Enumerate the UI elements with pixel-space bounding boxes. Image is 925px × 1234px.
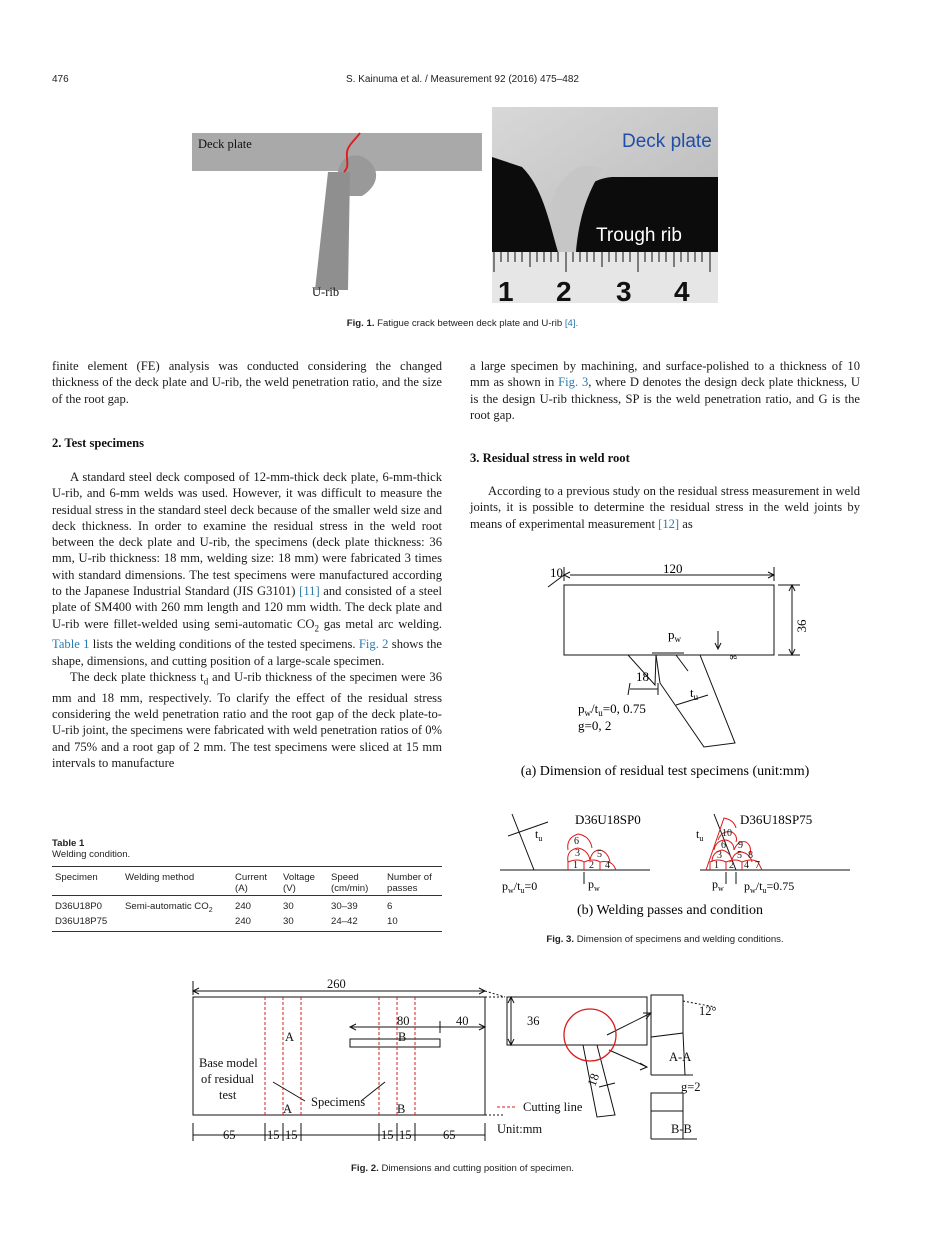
fig1-ruler-4: 4 xyxy=(674,276,690,303)
fig1-drawing xyxy=(190,100,485,305)
svg-text:10: 10 xyxy=(722,828,732,839)
table1-label: Table 1 xyxy=(52,838,85,849)
fig2-dim-15d: 15 xyxy=(399,1128,412,1142)
table-cell: 10 xyxy=(387,915,398,927)
fig1-label-deck-plate: Deck plate xyxy=(198,137,252,151)
svg-text:3: 3 xyxy=(575,848,580,859)
fig3b-subcaption: (b) Welding passes and condition xyxy=(576,903,764,918)
table1-header: Voltage (V) xyxy=(283,872,316,894)
right-column-intro xyxy=(470,358,860,423)
table1 xyxy=(52,838,442,932)
right-paragraph-1: a large specimen by machining, and surface-polished to a thickness of 10 mm as shown in Fig. 3, where D denotes the design deck plate thickness, U is the design U-rib thickness, SP is the weld penetration ratio, and G is the root gap. xyxy=(470,359,860,422)
table-cell: Semi-automatic $CO_2$ xyxy=(125,901,213,914)
svg-text:7: 7 xyxy=(755,860,760,871)
fig3a-deck xyxy=(564,585,774,655)
fig2-drawing xyxy=(185,975,745,1153)
table-row xyxy=(52,896,442,915)
svg-text:3: 3 xyxy=(717,850,722,861)
fig3b-ratio-p0: $p_w/t_u=0$ xyxy=(502,879,538,895)
table1-header: Current (A) xyxy=(235,872,267,894)
table-cell: 240 xyxy=(235,915,252,927)
fig1-photo xyxy=(492,107,718,303)
table-cell: 240 xyxy=(235,901,252,912)
fig2-section-aa: A-A xyxy=(669,1050,692,1064)
table1-header: Number of passes xyxy=(387,872,432,894)
fig1-ruler-2: 2 xyxy=(556,276,572,303)
fig2-dim-40: 40 xyxy=(456,1014,469,1028)
fig2-base-model-1: Base model xyxy=(199,1056,258,1070)
fig3a-ratio-line: $p_w/t_u=0$, 0.75 xyxy=(578,701,646,718)
fig3a-dim-18: 18 xyxy=(636,669,649,684)
section3-body xyxy=(470,483,860,532)
table-cell: 30 xyxy=(283,901,294,912)
fig3a-dim-36: 36 xyxy=(794,619,809,633)
fig3-caption xyxy=(470,934,860,945)
svg-text:8: 8 xyxy=(748,850,753,861)
fig1-caption-ref[interactable]: [4]. xyxy=(564,318,579,329)
fig1-ruler-1: 1 xyxy=(498,276,514,303)
fig2-detail-circle xyxy=(564,1009,616,1061)
fig2-gap: g=2 xyxy=(681,1080,701,1094)
table-cell: 6 xyxy=(387,901,393,912)
section3-paragraph-1: According to a previous study on the residual stress measurement in weld joints, it is possible to determine the residual stress in the weld joints by means of experimental measurement [12] as xyxy=(470,484,860,531)
section3-title: 3. Residual stress in weld root xyxy=(470,451,630,465)
fig2-specimens: Specimens xyxy=(311,1095,366,1109)
fig2-dim-65a: 65 xyxy=(223,1128,236,1142)
fig1-caption xyxy=(0,318,925,329)
intro-paragraph: finite element (FE) analysis was conducted considering the changed thickness of the deck plate and U-rib, the weld penetration ratio, and the size of the root gap. xyxy=(52,359,442,406)
svg-text:4: 4 xyxy=(605,860,610,871)
table1-link[interactable]: Table 1 xyxy=(52,637,90,652)
ref-12-link[interactable]: [12] xyxy=(658,516,680,531)
table1-header: Speed (cm/min) xyxy=(331,872,369,894)
svg-text:5: 5 xyxy=(737,850,742,861)
section2-paragraph-2: The deck plate thickness $t_d$ and U-rib thickness of the specimen were 36 mm and 18 mm, respectively. To clarify the effect of the residual stress considering the weld penetration ratio and the root gap of the deck plate-to-U-rib joint, the specimens were fabricated with weld penetration ratios of 0% and 75% and a root gap of 2 mm. The test specimens were sliced at 15 mm intervals to manufacture xyxy=(52,670,442,771)
fig2-label-A-bottom: A xyxy=(283,1102,293,1116)
fig2-section-bb: B-B xyxy=(671,1122,692,1136)
left-column-intro xyxy=(52,358,442,407)
table1-header-row xyxy=(52,867,442,896)
fig2-label-A-top: A xyxy=(285,1030,295,1044)
fig2-label-B-bottom: B xyxy=(397,1102,406,1116)
fig3b-ratio-p75: $p_w/t_u=0.75$ xyxy=(744,879,795,895)
svg-text:6: 6 xyxy=(721,840,726,851)
fig2-label-B-top: B xyxy=(398,1030,407,1044)
table-cell: D36U18P0 xyxy=(55,901,102,912)
fig3b-pw-p0: $p_w$ xyxy=(588,877,600,893)
fig3b-spec-p0: D36U18SP0 xyxy=(575,812,641,827)
fig1-label-urib: U-rib xyxy=(312,285,340,299)
fig2-unit: Unit:mm xyxy=(497,1122,543,1136)
fig2-dim-15b: 15 xyxy=(285,1128,298,1142)
fig2-dim-18: 18 xyxy=(584,1071,603,1089)
fig3a-subcaption: (a) Dimension of residual test specimens (unit:mm) xyxy=(520,764,810,779)
table1-header: Welding method xyxy=(125,872,195,883)
fig3b-spec-p75: D36U18SP75 xyxy=(740,812,813,827)
table1-title: Welding condition. xyxy=(52,849,131,860)
fig3a-drawing xyxy=(500,555,860,785)
fig3a-label-g: g xyxy=(730,655,740,660)
svg-text:6: 6 xyxy=(574,836,579,847)
fig3a-label-tu: $t_u$ xyxy=(690,685,699,702)
fig1-caption-text: Fatigue crack between deck plate and U-rib xyxy=(377,318,563,329)
fig1-caption-label: Fig. 1. xyxy=(346,318,375,329)
fig3-link[interactable]: Fig. 3 xyxy=(558,375,589,390)
table-cell xyxy=(122,915,232,932)
fig2-caption-text: Dimensions and cutting position of specimen. xyxy=(381,1163,574,1174)
fig2-caption-label: Fig. 2. xyxy=(351,1163,379,1174)
svg-text:4: 4 xyxy=(744,860,749,871)
table1-header: Specimen xyxy=(55,872,98,883)
ref-11-link[interactable]: [11] xyxy=(299,584,320,599)
fig2-dim-15c: 15 xyxy=(381,1128,394,1142)
svg-text:5: 5 xyxy=(597,849,602,860)
fig3b-tu-right: $t_u$ xyxy=(696,827,704,843)
fig3b-pw-p75: $p_w$ xyxy=(712,877,724,893)
section2-body xyxy=(52,469,442,771)
fig2-cutting-line: Cutting line xyxy=(523,1100,583,1114)
fig1-photo-deck-plate: Deck plate xyxy=(622,131,712,152)
table-cell: 30–39 xyxy=(331,901,358,912)
running-title: S. Kainuma et al. / Measurement 92 (2016) 475–482 xyxy=(346,74,579,85)
fig2-dim-36: 36 xyxy=(527,1014,540,1028)
fig3a-dim-120: 120 xyxy=(663,561,683,576)
section2-paragraph-1: A standard steel deck composed of 12-mm-thick deck plate, 6-mm-thick U-rib, and 6-mm welds was used. However, it was difficult to measure the residual stress in the standard steel deck because of the smaller weld size and deck thickness. In order to examine the residual stress in the weld root between the deck plate and U-rib, the specimens (deck plate thickness: 36 mm, U-rib thickness: 18 mm, welding size: 18 mm) were fabricated 3 times with standard dimensions. The test specimens were manufactured according to the Japanese Industrial Standard (JIS G3101) [11] and consisted of a steel plate of SM400 with 260 mm length and 120 mm width. The deck plate and U-rib were fillet-welded using semi-automatic $CO_2$ gas metal arc welding. Table 1 lists the welding conditions of the tested specimens. Fig. 2 shows the shape, dimensions, and cutting position of a large-scale specimen. xyxy=(52,470,443,668)
table-cell: D36U18P75 xyxy=(55,915,108,927)
fig2-dim-65b: 65 xyxy=(443,1128,456,1142)
svg-text:1: 1 xyxy=(714,860,719,871)
table-cell: 24–42 xyxy=(331,915,358,927)
fig2-dim-260: 260 xyxy=(327,977,346,991)
fig1-photo-trough-rib: Trough rib xyxy=(596,225,682,246)
fig1-urib xyxy=(315,172,350,290)
fig3b-tu-left: $t_u$ xyxy=(535,827,543,843)
fig2-base-model-3: test xyxy=(219,1088,237,1102)
fig3a-gap-line: g=0, 2 xyxy=(578,718,612,733)
table-row xyxy=(52,915,442,932)
svg-text:9: 9 xyxy=(738,840,743,851)
page-number: 476 xyxy=(52,74,69,85)
section2-title: 2. Test specimens xyxy=(52,436,145,450)
svg-text:1: 1 xyxy=(573,860,578,871)
fig2-angle: 12° xyxy=(699,1004,717,1018)
table-cell: 30 xyxy=(283,915,294,927)
fig3a-label-pw: $p_w$ xyxy=(668,627,681,644)
fig3-caption-label: Fig. 3. xyxy=(546,934,575,945)
fig2-caption xyxy=(0,1163,925,1174)
fig2-dim-15a: 15 xyxy=(267,1128,280,1142)
fig1-ruler-3: 3 xyxy=(616,276,632,303)
fig3-caption-text: Dimension of specimens and welding conditions. xyxy=(576,934,784,945)
svg-text:2: 2 xyxy=(729,860,734,871)
fig3b-drawing xyxy=(500,806,860,924)
fig3a-dim-10: 10 xyxy=(550,565,563,580)
svg-text:2: 2 xyxy=(589,860,594,871)
fig2-link[interactable]: Fig. 2 xyxy=(358,637,389,652)
fig2-base-model-2: of residual xyxy=(201,1072,255,1086)
fig2-dim-80: 80 xyxy=(397,1014,410,1028)
